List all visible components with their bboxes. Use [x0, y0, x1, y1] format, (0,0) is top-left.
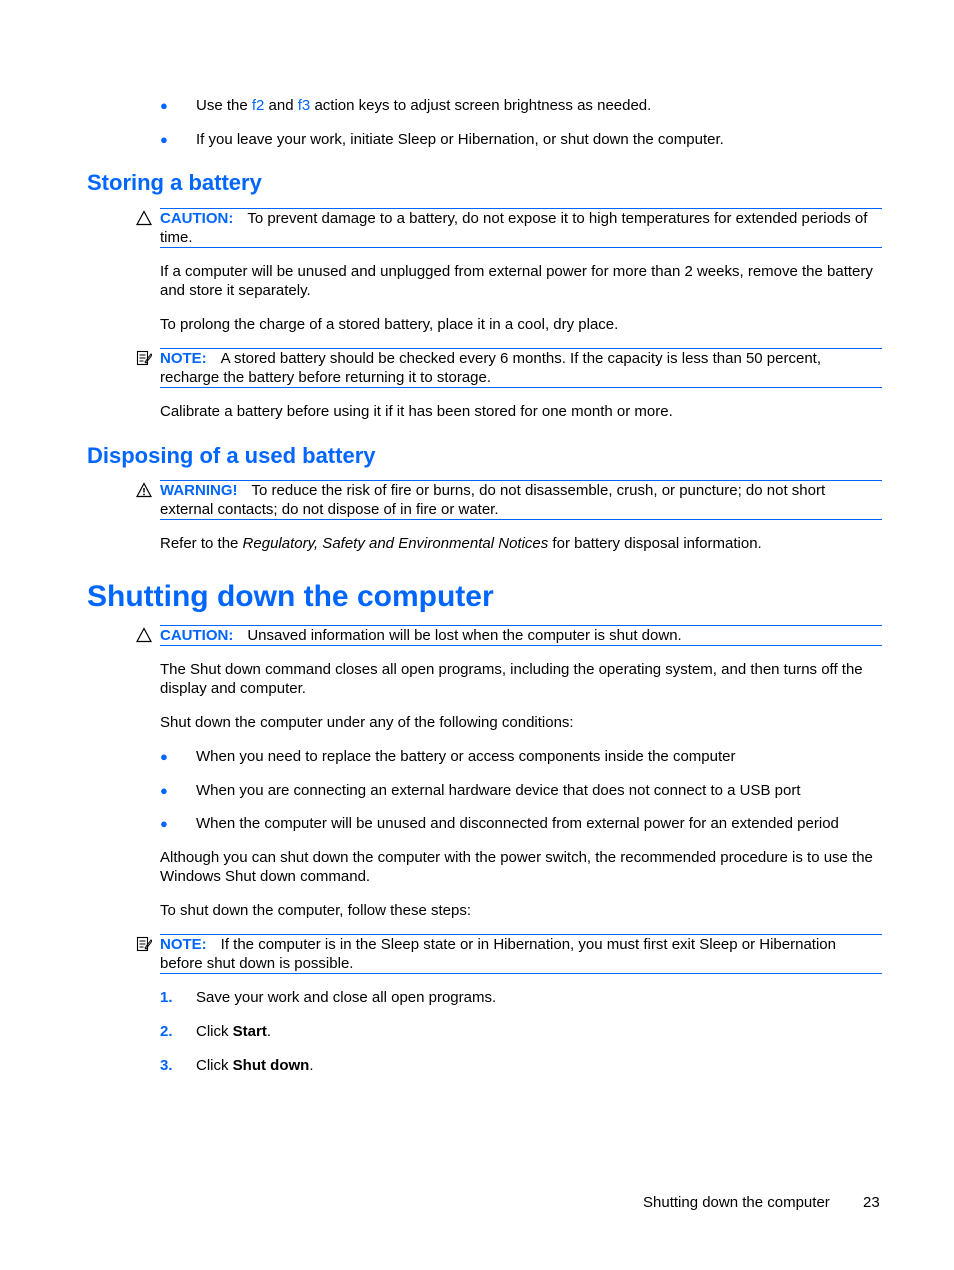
bullet-icon: ● [160, 132, 168, 147]
paragraph: To shut down the computer, follow these steps: [160, 902, 472, 919]
note-text: If the computer is in the Sleep state or in Hibernation, you must first exit Sleep or Hibernation before shut down is possible. [160, 936, 836, 972]
paragraph: Shut down the computer under any of the following conditions: [160, 714, 574, 731]
warning-label: WARNING! [160, 482, 238, 499]
step-text: Click Shut down. [196, 1057, 314, 1074]
f2-key-link[interactable]: f2 [251, 97, 265, 114]
note-text: A stored battery should be checked every 6 months. If the capacity is less than 50 percent, recharge the battery before returning it to storage. [160, 350, 822, 386]
note-notice [160, 348, 882, 388]
warning-icon [136, 482, 152, 498]
list-item-text: When you are connecting an external hardware device that does not connect to a USB port [196, 782, 801, 799]
shut-down-command: Shut down [232, 1057, 310, 1074]
paragraph: To prolong the charge of a stored battery, place it in a cool, dry place. [160, 316, 619, 333]
note-icon [136, 936, 152, 952]
caution-label: CAUTION: [160, 627, 234, 644]
caution-icon [136, 210, 152, 226]
chapter-heading: Shutting down the computer [87, 580, 494, 613]
warning-text: To reduce the risk of fire or burns, do not disassemble, crush, or puncture; do not short external contacts; do not dispose of in fire or water. [160, 482, 826, 518]
warning-notice [160, 480, 882, 520]
caution-text: To prevent damage to a battery, do not expose it to high temperatures for extended periods of time. [160, 210, 868, 246]
note-label: NOTE: [160, 936, 207, 953]
caution-notice [160, 208, 882, 248]
list-item-text: When the computer will be unused and disconnected from external power for an extended period [196, 815, 839, 832]
paragraph: Although you can shut down the computer with the power switch, the recommended procedure is to use the Windows Shut down command. [160, 849, 873, 885]
step-number: 3. [160, 1057, 173, 1074]
caution-notice [160, 625, 882, 646]
note-label: NOTE: [160, 350, 207, 367]
bullet-icon: ● [160, 816, 168, 831]
paragraph: Refer to the Regulatory, Safety and Environmental Notices for battery disposal information. [160, 535, 762, 552]
page-number: 23 [863, 1194, 880, 1211]
document-title-reference: Regulatory, Safety and Environmental Notices [242, 535, 549, 552]
list-item-text: When you need to replace the battery or access components inside the computer [196, 748, 736, 765]
caution-icon [136, 627, 152, 643]
paragraph: The Shut down command closes all open programs, including the operating system, and then turns off the display and computer. [160, 661, 863, 697]
paragraph: If a computer will be unused and unplugged from external power for more than 2 weeks, remove the battery and store it separately. [160, 263, 873, 299]
note-icon [136, 350, 152, 366]
step-number: 2. [160, 1023, 173, 1040]
section-heading-disposing: Disposing of a used battery [87, 443, 376, 468]
bullet-icon: ● [160, 783, 168, 798]
caution-text: Unsaved information will be lost when the computer is shut down. [247, 627, 682, 644]
step-text: Save your work and close all open programs. [196, 989, 497, 1006]
list-item-text: Use the f2 and f3 action keys to adjust screen brightness as needed. [196, 97, 652, 114]
bullet-icon: ● [160, 98, 168, 113]
list-item-text: If you leave your work, initiate Sleep or Hibernation, or shut down the computer. [196, 131, 724, 148]
note-notice [160, 934, 882, 974]
footer-title: Shutting down the computer [643, 1194, 830, 1211]
paragraph: Calibrate a battery before using it if it has been stored for one month or more. [160, 403, 673, 420]
caution-label: CAUTION: [160, 210, 234, 227]
start-command: Start [232, 1023, 267, 1040]
step-number: 1. [160, 989, 173, 1006]
bullet-icon: ● [160, 749, 168, 764]
step-text: Click Start. [196, 1023, 272, 1040]
f3-key-link[interactable]: f3 [297, 97, 311, 114]
section-heading-storing: Storing a battery [87, 170, 262, 195]
